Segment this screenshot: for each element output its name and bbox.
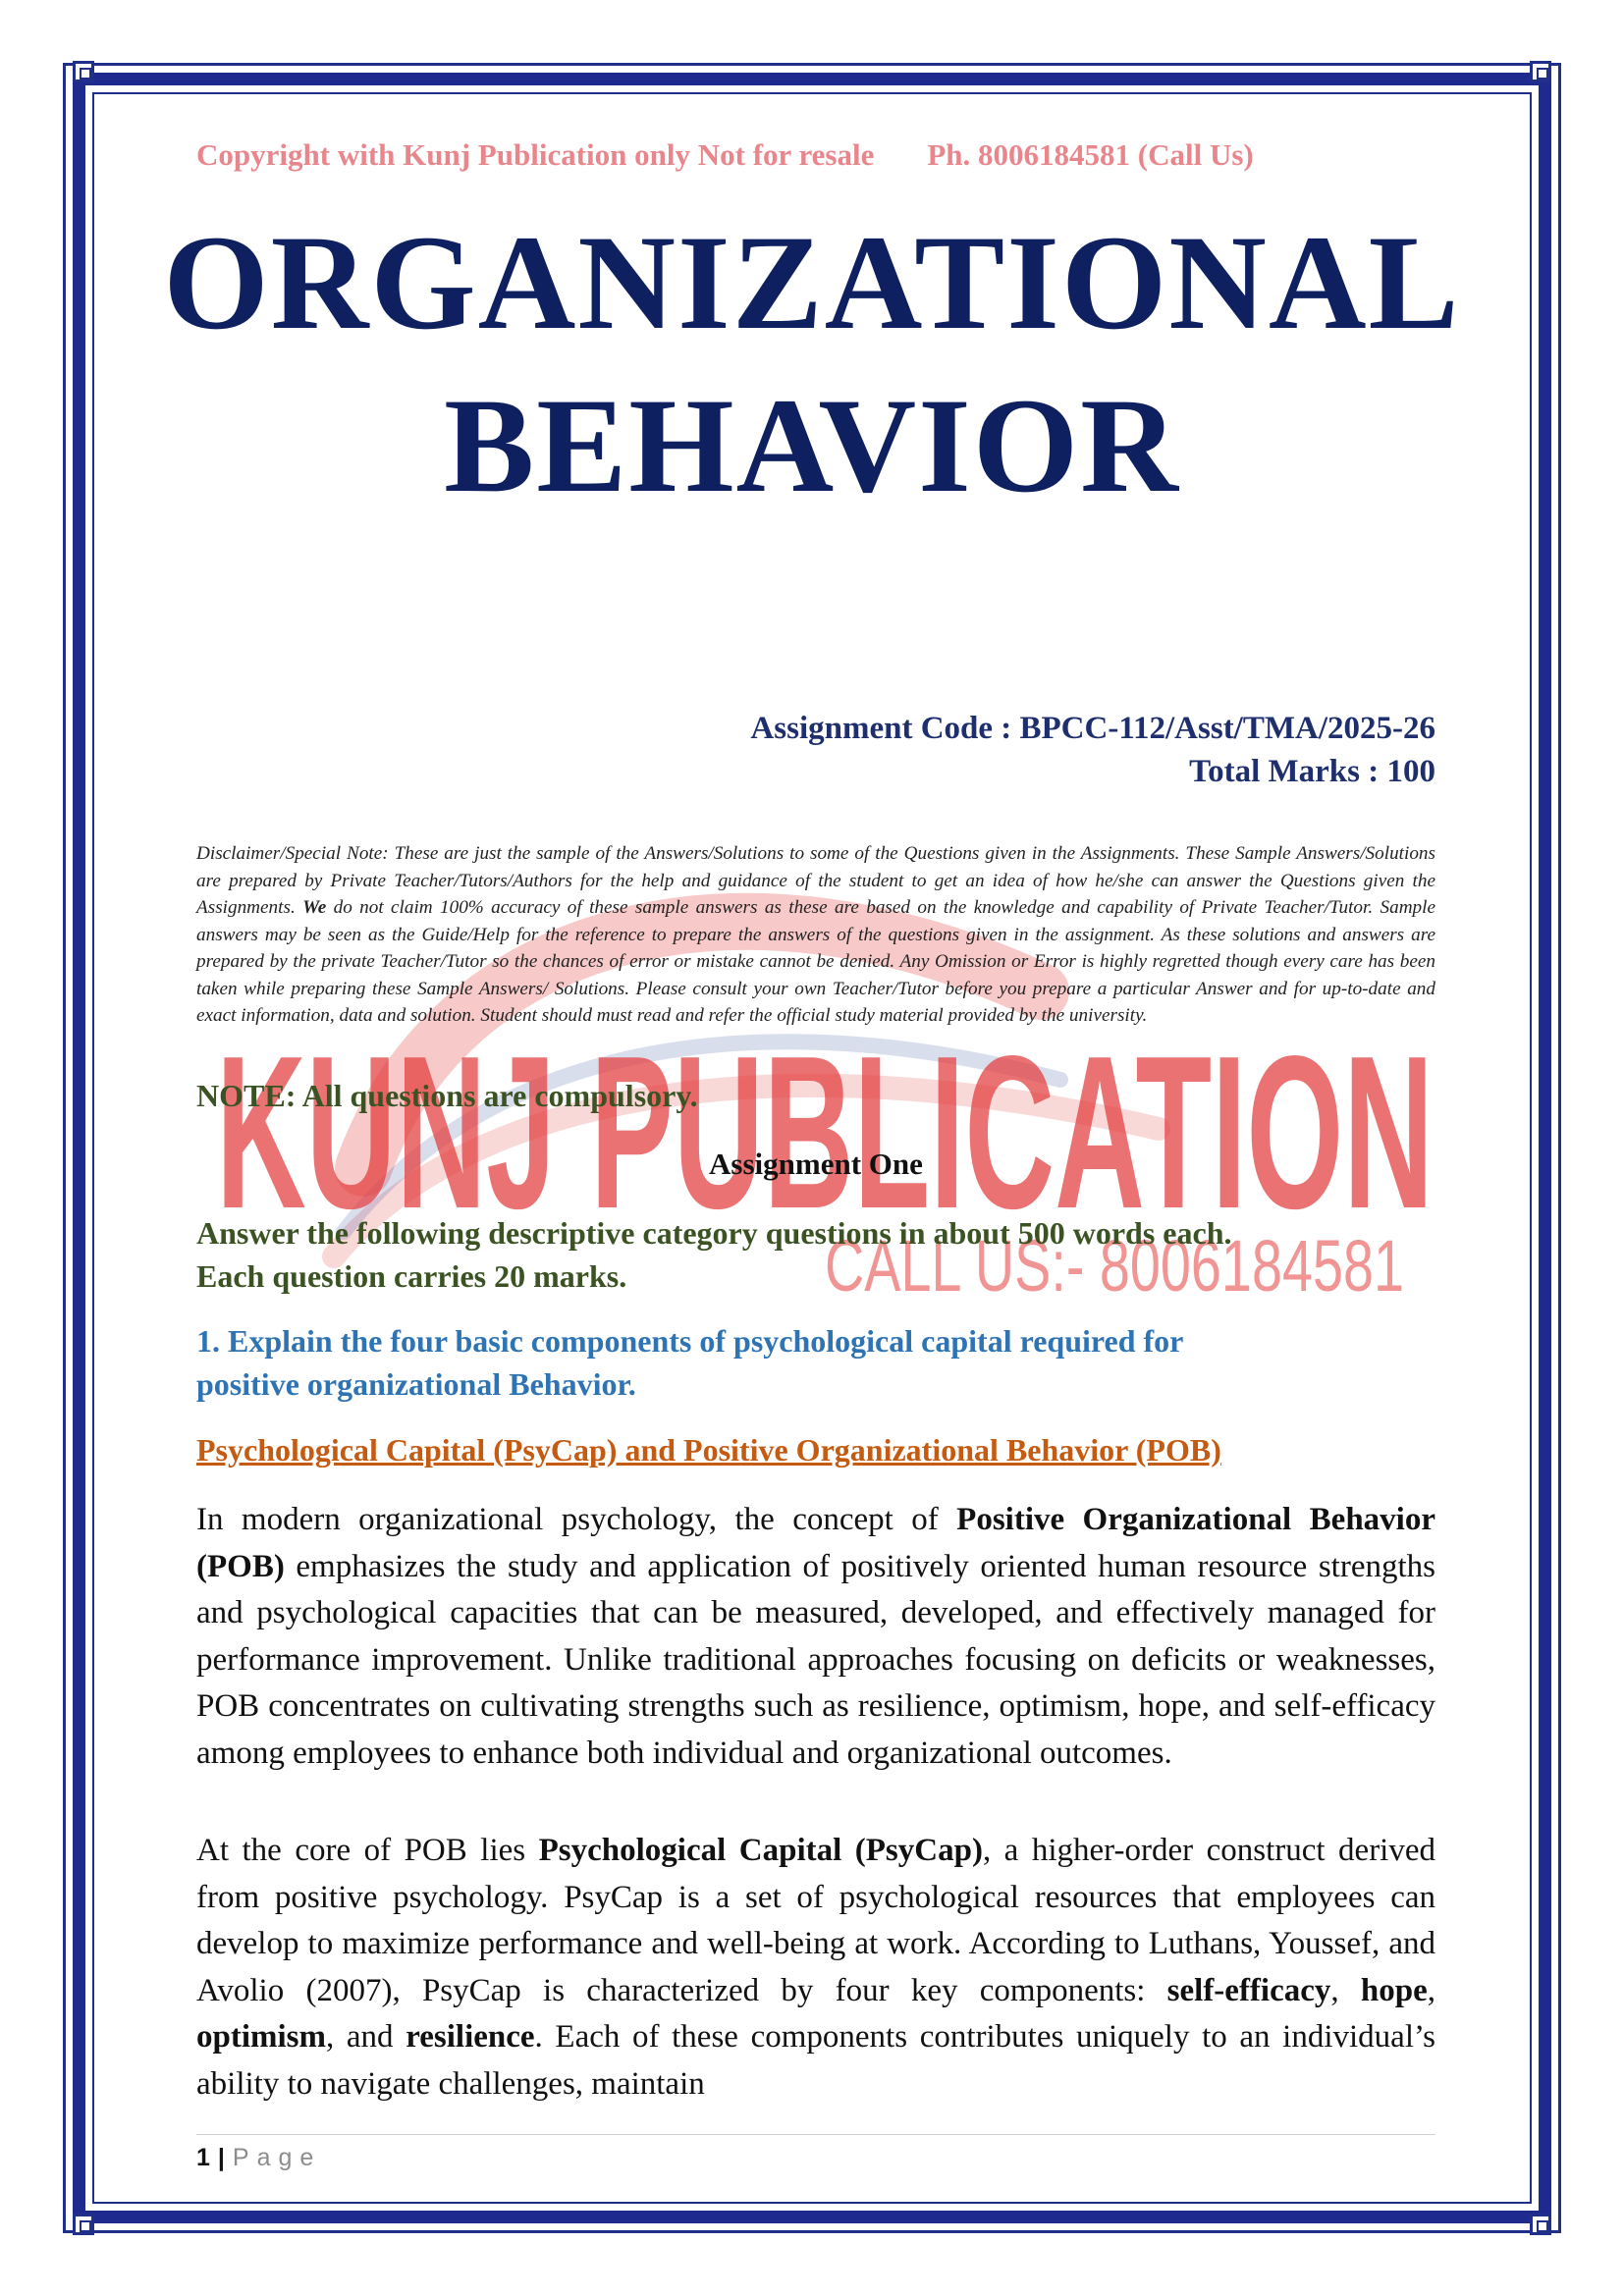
p1-text-2: emphasizes the study and application of positively oriented human resource strengths and psychological capacities that can be measured, developed, and effectively managed for performance improvement. Unlike traditional approaches focusing on deficits or weaknesses, POB concentrates on cultivating strengths such as resilience, optimism, hope, and self-efficacy among employees to enhance both individual and organizational outcomes.	[196, 1548, 1435, 1771]
corner-ornament-bottom-right	[1530, 2214, 1551, 2235]
question-1	[196, 1319, 1435, 1406]
p2-bold-hope: hope	[1360, 1972, 1428, 2008]
copyright-text: Copyright with Kunj Publication only Not for resale	[196, 137, 875, 172]
watermark-call-text: CALL US:- 8006184581	[825, 1225, 1404, 1307]
paragraph-1	[196, 1497, 1435, 1777]
instruction-line-1: Answer the following descriptive category questions in about 500 words each.	[196, 1215, 1232, 1251]
question-line-1: 1. Explain the four basic components of psychological capital required for	[196, 1323, 1184, 1359]
disclaimer-note	[196, 840, 1435, 1030]
disclaimer-we: We	[302, 897, 327, 918]
instruction-line-2: Each question carries 20 marks.	[196, 1258, 627, 1294]
assignment-meta	[196, 707, 1435, 793]
compulsory-note: NOTE: All questions are compulsory.	[196, 1078, 698, 1113]
watermark-brand-text: KUNJ PUBLICATION	[216, 1011, 1434, 1255]
document-title	[137, 201, 1487, 527]
disclaimer-lead: Disclaimer/Special Note: These are just the sample of the Answers/Solutions to some of the Questions given in the Assignments. These Sample Answers/Solutions are prepared by Private Teacher/Tutors/Authors for the help and guidance of the student to get an idea of how he/she can answer the Questions given the Assignments.	[196, 843, 1435, 918]
assignment-code: Assignment Code : BPCC-112/Asst/TMA/2025-26	[750, 711, 1435, 746]
question-line-2: positive organizational Behavior.	[196, 1366, 636, 1402]
p2-text-2: , a higher-order construct derived from positive psychology. PsyCap is a set of psychological resources that employees can develop to maximize performance and well-being at work. According to Luthans, Youssef, and Avolio (2007), PsyCap is characterized by four key components:	[196, 1833, 1436, 2008]
footer-separator: |	[217, 2144, 225, 2171]
p2-text-5: , and	[326, 2019, 406, 2055]
footer-rule	[196, 2134, 1435, 2135]
instruction-text	[196, 1211, 1435, 1298]
answer-subheading: Psychological Capital (PsyCap) and Positive Organizational Behavior (POB)	[196, 1432, 1221, 1468]
p2-text-1: At the core of POB lies	[196, 1833, 539, 1868]
p1-bold-pob: Positive Organizational Behavior (POB)	[196, 1502, 1435, 1584]
total-marks: Total Marks : 100	[1189, 754, 1435, 789]
corner-ornament-top-left	[73, 61, 94, 82]
p1-text-1: In modern organizational psychology, the concept of	[196, 1502, 957, 1537]
p2-bold-psycap: Psychological Capital (PsyCap)	[538, 1833, 983, 1868]
p2-bold-optimism: optimism	[196, 2019, 326, 2055]
p2-text-6: . Each of these components contributes uniquely to an individual’s ability to navigate challenges, maintain	[196, 2019, 1436, 2102]
p2-text-4: ,	[1427, 1972, 1435, 2008]
disclaimer-rest: do not claim 100% accuracy of these sample answers as these are based on the knowledge and capability of Private Teacher/Tutor. Sample answers may be seen as the Guide/Help for the reference to prepare the answers of the questions given in the assignment. As these solutions and answers are prepared by the private Teacher/Tutor so the chances of error or mistake cannot be denied. Any Omission or Error is highly regretted though every care has been taken while preparing these Sample Answers/ Solutions. Please consult your own Teacher/Tutor before you prepare a particular Answer and for up-to-date and exact information, data and solution. Student should must read and refer the official study material provided by the university.	[196, 897, 1435, 1026]
page-label: Page	[232, 2144, 322, 2171]
title-line-2: BEHAVIOR	[444, 370, 1180, 520]
phone-text: Ph. 8006184581 (Call Us)	[927, 137, 1254, 172]
p2-text-3: ,	[1330, 1972, 1361, 2008]
corner-ornament-top-right	[1530, 61, 1551, 82]
page-footer	[196, 2144, 785, 2172]
page-number: 1	[196, 2144, 210, 2171]
paragraph-2	[196, 1828, 1435, 2108]
copyright-header	[196, 137, 1434, 173]
corner-ornament-bottom-left	[73, 2214, 94, 2235]
title-line-1: ORGANIZATIONAL	[163, 207, 1461, 357]
section-title: Assignment One	[709, 1147, 923, 1181]
p2-bold-resilience: resilience	[406, 2019, 535, 2055]
p2-bold-self-efficacy: self-efficacy	[1166, 1972, 1331, 2008]
